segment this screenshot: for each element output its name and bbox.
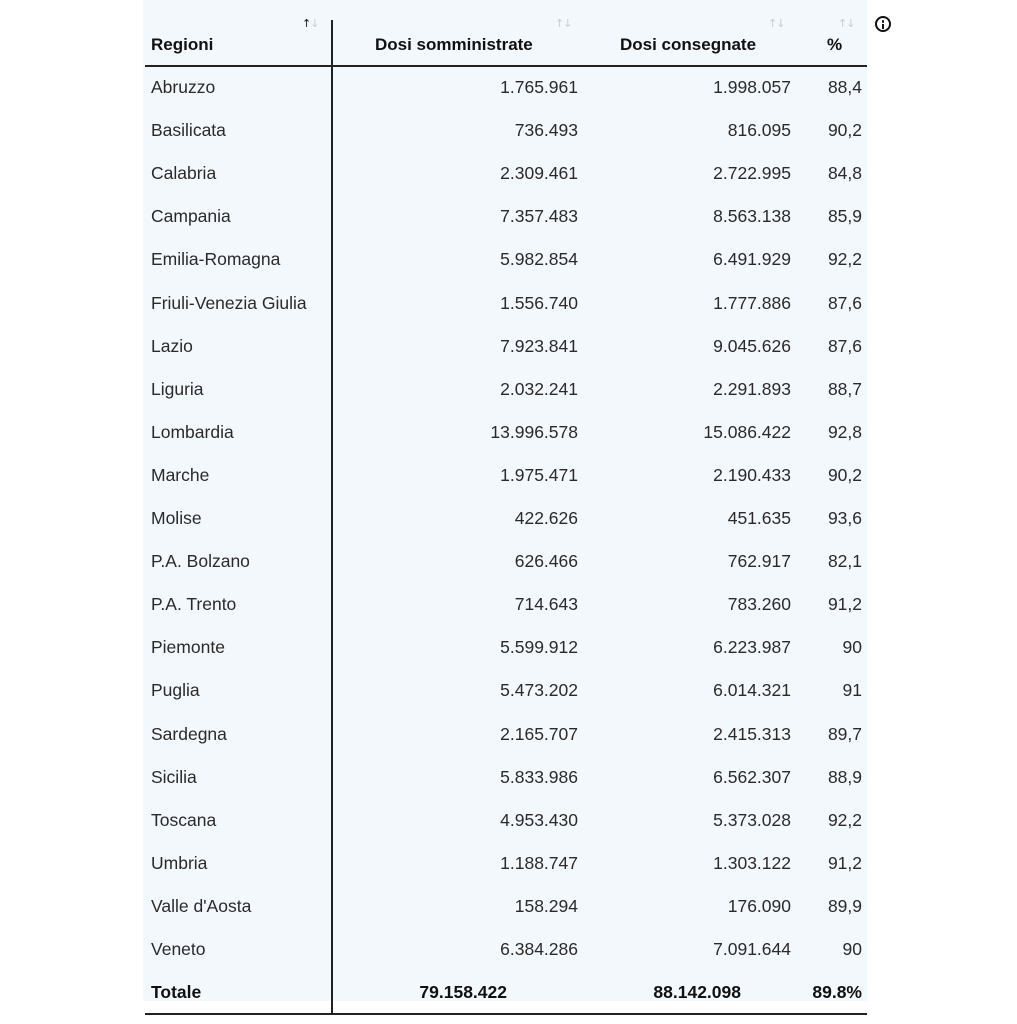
cell-region: P.A. Bolzano (151, 551, 250, 572)
cell-region: Sardegna (151, 723, 227, 744)
cell-administered: 7.357.483 (500, 206, 578, 227)
sort-desc-icon: ↓ (846, 17, 855, 30)
cell-region: Veneto (151, 939, 206, 959)
header-administered[interactable]: Dosi somministrate (375, 35, 533, 54)
cell-percent: 90,2 (827, 464, 862, 485)
cell-region: Umbria (151, 852, 208, 873)
sort-asc-icon: ↑ (555, 17, 564, 30)
cell-administered: 714.643 (514, 594, 578, 615)
cell-delivered: 816.095 (727, 120, 791, 141)
cell-administered: 1.556.740 (500, 292, 578, 313)
cell-administered: 422.626 (514, 508, 578, 528)
cell-percent: 92,2 (827, 249, 862, 270)
sort-asc-icon: ↑ (302, 17, 311, 30)
cell-percent: 91 (842, 680, 862, 701)
cell-delivered: 1.777.886 (713, 292, 791, 313)
cell-delivered: 6.491.929 (713, 249, 791, 270)
cell-delivered: 6.014.321 (713, 680, 791, 701)
cell-administered: 2.032.241 (500, 378, 578, 399)
table-row (0, 110, 1017, 153)
cell-percent: 88,7 (827, 378, 862, 399)
cell-percent: 84,8 (827, 163, 862, 184)
table-row (0, 541, 1017, 584)
cell-administered: 5.473.202 (500, 680, 578, 701)
cell-region: Piemonte (151, 637, 225, 658)
cell-percent: 85,9 (827, 206, 862, 227)
cell-region: Basilicata (151, 120, 226, 141)
cell-delivered: 762.917 (727, 551, 791, 572)
cell-administered: 4.953.430 (500, 809, 578, 830)
cell-delivered: 2.415.313 (713, 723, 791, 744)
cell-percent: 90 (842, 637, 862, 658)
cell-percent: 82,1 (827, 551, 862, 572)
cell-percent: 91,2 (827, 594, 862, 615)
table-row (0, 498, 1017, 541)
cell-administered: 7.923.841 (500, 335, 578, 356)
table-row (0, 369, 1017, 412)
total-delivered: 88.142.098 (653, 982, 741, 1002)
cell-percent: 88,9 (827, 766, 862, 787)
sort-asc-icon: ↑ (768, 17, 777, 30)
table-row (0, 283, 1017, 326)
cell-region: P.A. Trento (151, 594, 237, 615)
cell-administered: 736.493 (514, 120, 578, 141)
cell-administered: 626.466 (514, 551, 578, 572)
sort-asc-icon: ↑ (838, 17, 847, 30)
cell-region: Valle d'Aosta (151, 895, 252, 916)
cell-delivered: 5.373.028 (713, 809, 791, 830)
total-percent: 89.8% (812, 982, 862, 1002)
cell-percent: 90 (842, 939, 862, 959)
table-row (0, 67, 1017, 110)
cell-percent: 87,6 (827, 292, 862, 313)
table-row (0, 800, 1017, 843)
sort-desc-icon: ↓ (776, 17, 785, 30)
sort-desc-icon: ↓ (563, 17, 572, 30)
table-row (0, 714, 1017, 757)
cell-region: Abruzzo (151, 77, 216, 97)
cell-percent: 87,6 (827, 335, 862, 356)
table-row (0, 670, 1017, 713)
info-icon[interactable] (875, 16, 891, 32)
cell-administered: 5.982.854 (500, 249, 578, 270)
cell-percent: 92,2 (827, 809, 862, 830)
table-row (0, 455, 1017, 498)
table-row (0, 843, 1017, 886)
cell-delivered: 176.090 (727, 895, 791, 916)
cell-administered: 5.833.986 (500, 766, 578, 787)
cell-region: Sicilia (151, 766, 197, 787)
table-row (0, 153, 1017, 196)
cell-region: Calabria (151, 163, 217, 184)
cell-delivered: 6.562.307 (713, 766, 791, 787)
cell-percent: 92,8 (827, 421, 862, 442)
cell-percent: 88,4 (827, 77, 862, 97)
total-administered: 79.158.422 (419, 982, 507, 1002)
cell-administered: 2.165.707 (500, 723, 578, 744)
cell-delivered: 6.223.987 (713, 637, 791, 658)
cell-delivered: 2.291.893 (713, 378, 791, 399)
cell-region: Campania (151, 206, 231, 227)
cell-delivered: 2.190.433 (713, 464, 791, 485)
cell-administered: 6.384.286 (500, 939, 578, 959)
cell-administered: 5.599.912 (500, 637, 578, 658)
cell-region: Puglia (151, 680, 200, 701)
cell-delivered: 451.635 (727, 508, 791, 528)
cell-region: Toscana (151, 809, 217, 830)
cell-region: Emilia-Romagna (151, 249, 281, 270)
cell-percent: 89,7 (827, 723, 862, 744)
header-delivered[interactable]: Dosi consegnate (620, 35, 757, 54)
table-row (0, 326, 1017, 369)
cell-percent: 93,6 (827, 508, 862, 528)
cell-administered: 158.294 (514, 895, 578, 916)
table-row (0, 757, 1017, 800)
cell-administered: 2.309.461 (500, 163, 578, 184)
cell-delivered: 2.722.995 (713, 163, 791, 184)
sort-delivered-button[interactable] (768, 17, 784, 30)
cell-delivered: 1.998.057 (713, 77, 791, 97)
cell-delivered: 9.045.626 (713, 335, 791, 356)
table-row (0, 239, 1017, 282)
sort-percent-button[interactable] (838, 17, 854, 30)
cell-region: Lazio (151, 335, 193, 356)
cell-delivered: 7.091.644 (713, 939, 791, 959)
cell-administered: 1.765.961 (500, 77, 578, 97)
table-row (0, 584, 1017, 627)
cell-administered: 1.188.747 (500, 852, 578, 873)
table-total-row (0, 972, 1017, 1015)
cell-delivered: 8.563.138 (713, 206, 791, 227)
header-region[interactable]: Regioni (151, 35, 214, 54)
cell-region: Molise (151, 508, 202, 528)
cell-region: Marche (151, 464, 210, 485)
cell-percent: 90,2 (827, 120, 862, 141)
table-row (0, 929, 1017, 972)
header-percent[interactable]: % (827, 35, 843, 54)
cell-region: Lombardia (151, 421, 234, 442)
cell-region: Liguria (151, 378, 204, 399)
table-row (0, 627, 1017, 670)
cell-administered: 1.975.471 (500, 464, 578, 485)
cell-delivered: 1.303.122 (713, 852, 791, 873)
cell-region: Friuli-Venezia Giulia (151, 292, 307, 313)
sort-administered-button[interactable] (555, 17, 571, 30)
table-row (0, 196, 1017, 239)
cell-delivered: 15.086.422 (703, 421, 791, 442)
cell-percent: 89,9 (827, 895, 862, 916)
sort-region-button[interactable] (302, 17, 318, 30)
table-row (0, 886, 1017, 929)
cell-percent: 91,2 (827, 852, 862, 873)
table-row (0, 412, 1017, 455)
cell-administered: 13.996.578 (490, 421, 578, 442)
sort-desc-icon: ↓ (310, 17, 319, 30)
cell-delivered: 783.260 (727, 594, 791, 615)
total-label: Totale (151, 982, 202, 1002)
